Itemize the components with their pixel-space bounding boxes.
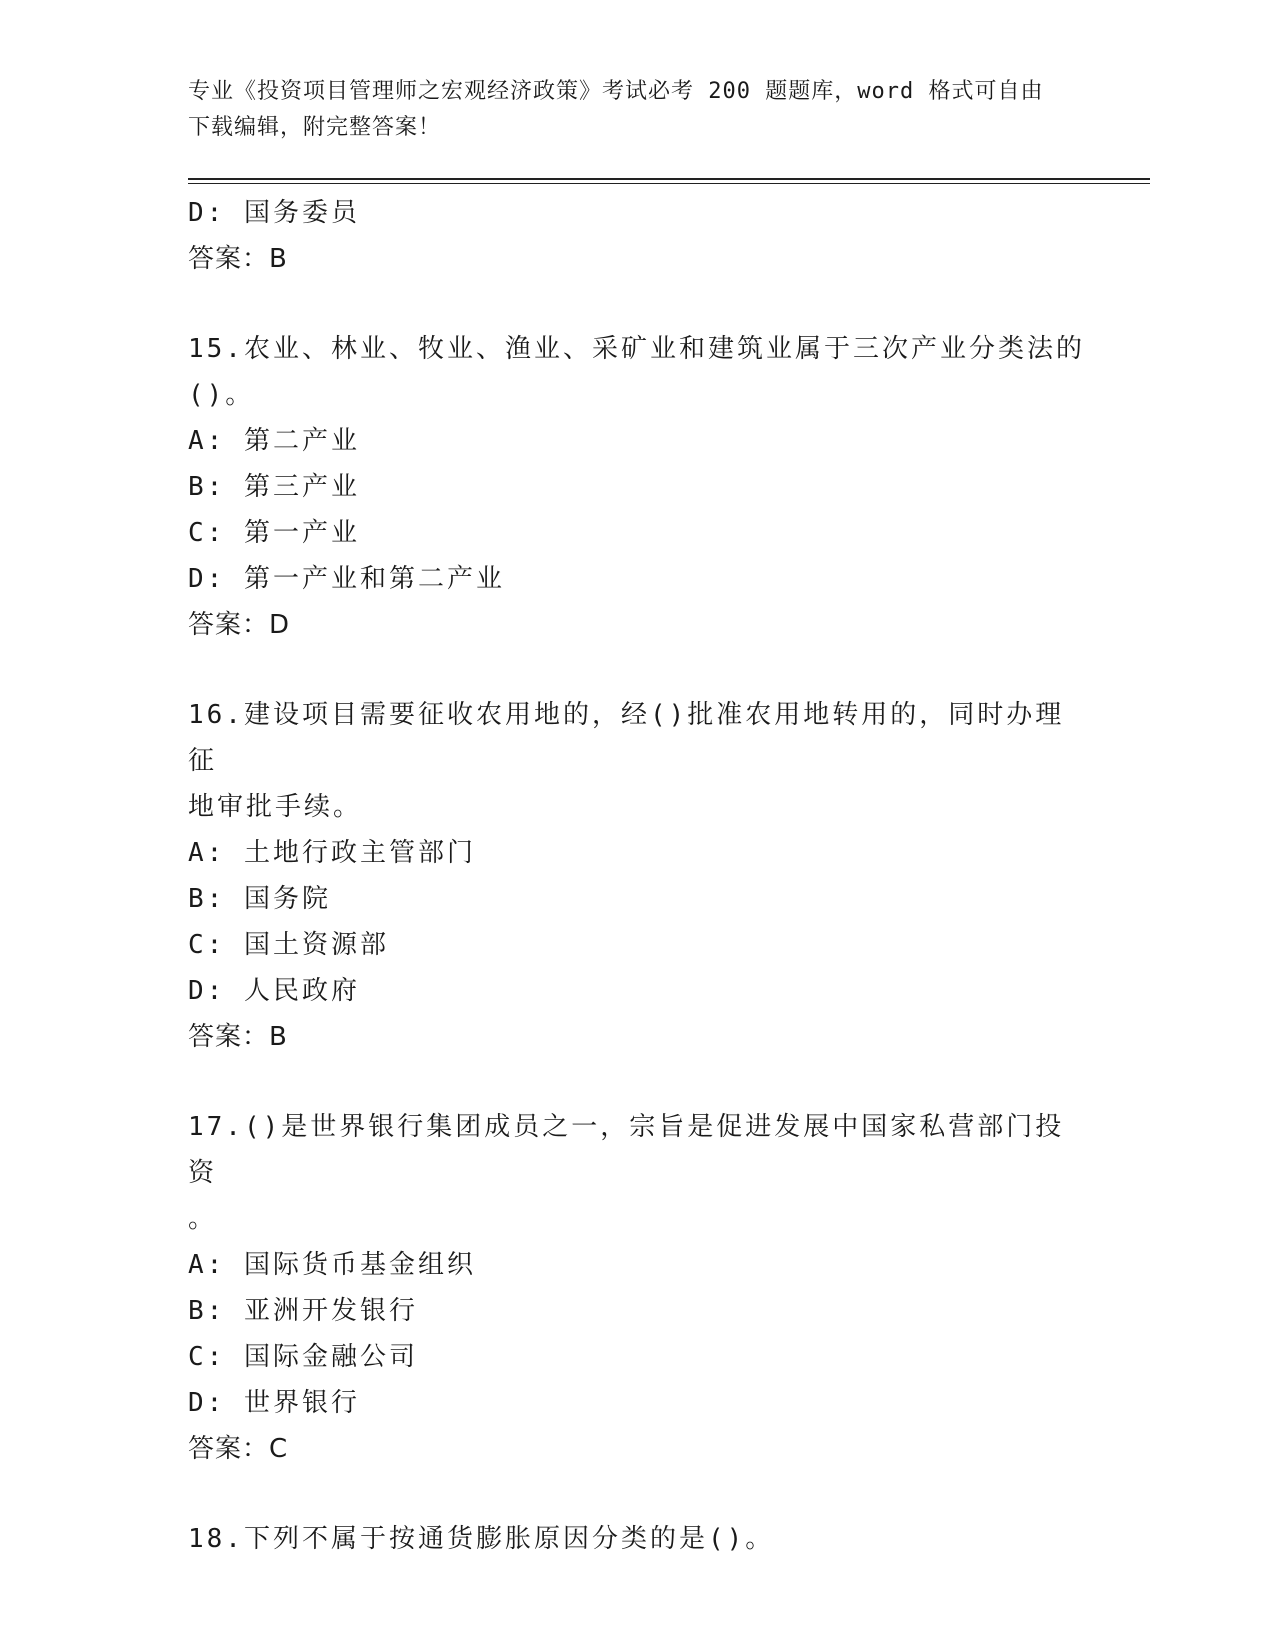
question-17-answer: 答案：C (188, 1434, 289, 1464)
question-16-stem-line-2: 地审批手续。 (188, 792, 363, 822)
question-17-option-b: B: 亚洲开发银行 (188, 1296, 418, 1326)
document-header (188, 74, 1068, 146)
prev-option-d: D: 国务委员 (188, 198, 360, 228)
question-17 (188, 1104, 1088, 1472)
question-15-stem-line-2: ()。 (188, 380, 255, 410)
question-18-stem-line-1: 18.下列不属于按通货膨胀原因分类的是()。 (188, 1524, 775, 1554)
header-rule-thick (188, 178, 1150, 180)
question-15-option-a: A: 第二产业 (188, 426, 360, 456)
question-17-stem-line-2: 。 (188, 1204, 218, 1234)
question-15 (188, 326, 1088, 648)
question-15-answer: 答案：D (188, 610, 291, 640)
question-17-option-d: D: 世界银行 (188, 1388, 360, 1418)
question-16 (188, 692, 1088, 1060)
question-15-option-b: B: 第三产业 (188, 472, 360, 502)
question-16-option-c: C: 国土资源部 (188, 930, 389, 960)
question-17-option-a: A: 国际货币基金组织 (188, 1250, 476, 1280)
question-16-answer: 答案：B (188, 1022, 288, 1052)
question-16-option-b: B: 国务院 (188, 884, 331, 914)
question-15-stem-line-1: 15.农业、林业、牧业、渔业、采矿业和建筑业属于三次产业分类法的 (188, 334, 1085, 364)
question-16-option-a: A: 土地行政主管部门 (188, 838, 476, 868)
question-16-option-d: D: 人民政府 (188, 976, 360, 1006)
header-line-1: 专业《投资项目管理师之宏观经济政策》考试必考 200 题题库，word 格式可自由 (188, 79, 1044, 104)
question-15-option-c: C: 第一产业 (188, 518, 360, 548)
question-17-option-c: C: 国际金融公司 (188, 1342, 418, 1372)
question-17-stem-line-1: 17.()是世界银行集团成员之一，宗旨是促进发展中国家私营部门投资 (188, 1112, 1065, 1188)
question-15-option-d: D: 第一产业和第二产业 (188, 564, 505, 594)
header-rule-thin (188, 183, 1150, 184)
question-list (188, 190, 1088, 1562)
question-16-stem-line-1: 16.建设项目需要征收农用地的，经()批准农用地转用的，同时办理征 (188, 700, 1065, 776)
question-18 (188, 1516, 1088, 1562)
header-line-2: 下载编辑，附完整答案！ (188, 115, 442, 140)
prev-answer: 答案：B (188, 244, 288, 274)
